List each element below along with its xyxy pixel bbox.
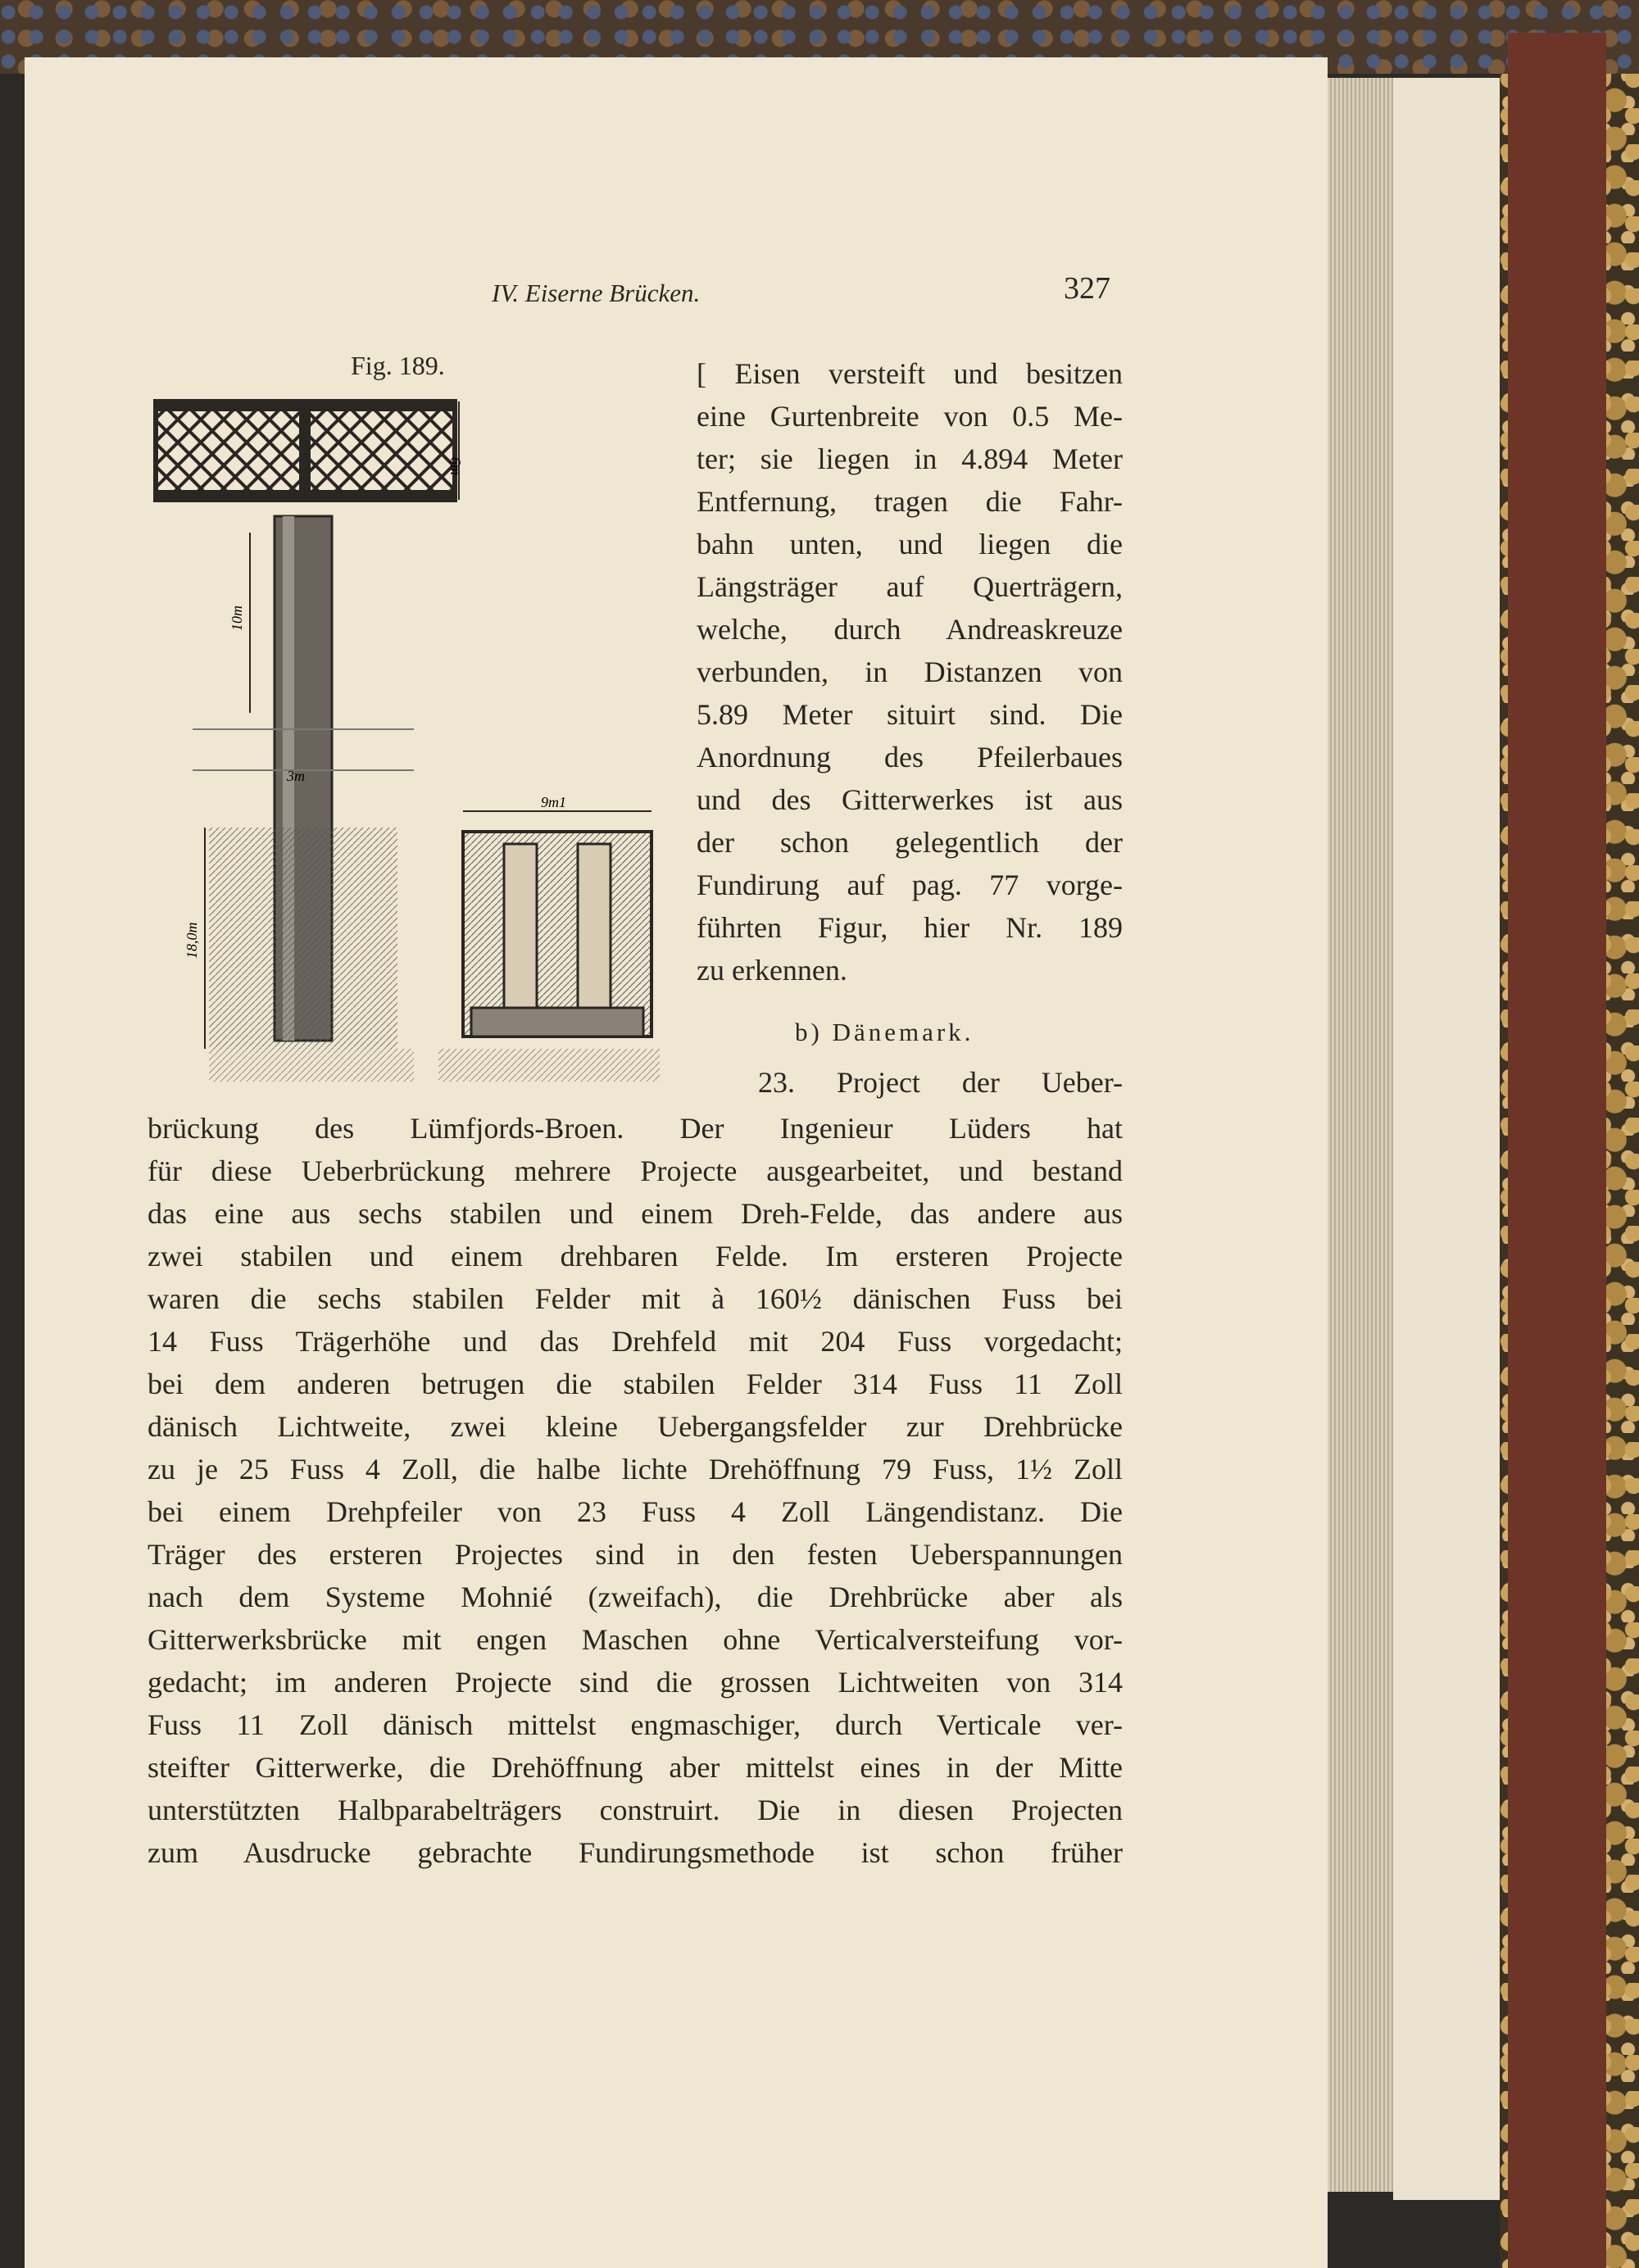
ground-hatching-left [209, 828, 397, 1049]
text-line: nach dem Systeme Mohnié (zweifach), die Drehbrücke aber als [148, 1581, 1123, 1613]
text-line: der schon gelegentlich der [697, 826, 1123, 859]
text-line: und des Gitterwerkes ist aus [697, 783, 1123, 816]
running-title: IV. Eiserne Brücken. [492, 279, 701, 307]
figure-label: Fig. 189. [351, 351, 445, 380]
text-line: 14 Fuss Trägerhöhe und das Drehfeld mit 204 Fuss vorgedacht; [148, 1325, 1123, 1358]
caisson-section [463, 832, 652, 1036]
subheading-daenemark: b) Dänemark. [795, 1018, 974, 1046]
text-line: dänisch Lichtweite, zwei kleine Uebergangsfelder zur Drehbrücke [148, 1410, 1123, 1443]
text-line: führten Figur, hier Nr. 189 [697, 911, 1123, 944]
text-line: Gitterwerksbrücke mit engen Maschen ohne Verticalversteifung vor- [148, 1623, 1123, 1656]
figure-pier-illustration [143, 385, 668, 1090]
text-line: Fuss 11 Zoll dänisch mittelst engmaschiger, durch Verticale ver- [148, 1708, 1123, 1741]
text-line: zum Ausdrucke gebrachte Fundirungsmethode ist schon früher [148, 1836, 1123, 1869]
text-line: zu je 25 Fuss 4 Zoll, die halbe lichte Drehöffnung 79 Fuss, 1½ Zoll [148, 1453, 1123, 1486]
dimension-right: 9m1 [541, 794, 566, 810]
text-line: Entfernung, tragen die Fahr- [697, 485, 1123, 518]
text-line: Anordnung des Pfeilerbaues [697, 741, 1123, 773]
text-line: ter; sie liegen in 4.894 Meter [697, 442, 1123, 475]
text-line: unterstützten Halbparabelträgers construirt. Die in diesen Projecten [148, 1794, 1123, 1826]
text-line: Träger des ersteren Projectes sind in den festen Ueberspannungen [148, 1538, 1123, 1571]
next-page-under [1393, 78, 1500, 2200]
text-line: steifter Gitterwerke, die Drehöffnung aber mittelst eines in der Mitte [148, 1751, 1123, 1784]
text-line: eine Gurtenbreite von 0.5 Me- [697, 400, 1123, 433]
text-line: das eine aus sechs stabilen und einem Dreh-Felde, das andere aus [148, 1197, 1123, 1230]
text-line: verbunden, in Distanzen von [697, 655, 1123, 688]
text-line: welche, durch Andreaskreuze [697, 613, 1123, 646]
dimension-width: 3m [287, 768, 305, 784]
page-number: 327 [1064, 271, 1110, 306]
text-line: zwei stabilen und einem drehbaren Felde. Im ersteren Projecte [148, 1240, 1123, 1272]
text-line: für diese Ueberbrückung mehrere Projecte ausgearbeitet, und bestand [148, 1154, 1123, 1187]
text-line: bei dem anderen betrugen die stabilen Felder 314 Fuss 11 Zoll [148, 1368, 1123, 1400]
text-line: Fundirung auf pag. 77 vorge- [697, 869, 1123, 901]
section-heading: 23. Project der Ueber- [758, 1066, 1123, 1099]
text-line: bei einem Drehpfeiler von 23 Fuss 4 Zoll Längendistanz. Die [148, 1495, 1123, 1528]
dimension-base: 18,0m [184, 922, 200, 959]
text-line: gedacht; im anderen Projecte sind die grossen Lichtweiten von 314 [148, 1666, 1123, 1699]
text-line: zu erkennen. [697, 954, 847, 987]
book-cover-spine [1508, 33, 1606, 2268]
dimension-shaft: 10m [229, 606, 245, 631]
text-line: brückung des Lümfjords-Broen. Der Ingenieur Lüders hat [148, 1112, 1123, 1145]
text-line: bahn unten, und liegen die [697, 528, 1123, 560]
page-stack-edge [1319, 78, 1393, 2192]
text-line: waren die sechs stabilen Felder mit à 160½ dänischen Fuss bei [148, 1282, 1123, 1315]
text-line: [ Eisen versteift und besitzen [697, 357, 1123, 390]
text-line: Längsträger auf Querträgern, [697, 570, 1123, 603]
dimension-top: 6m [447, 457, 464, 475]
text-line: 5.89 Meter situirt sind. Die [697, 698, 1123, 731]
